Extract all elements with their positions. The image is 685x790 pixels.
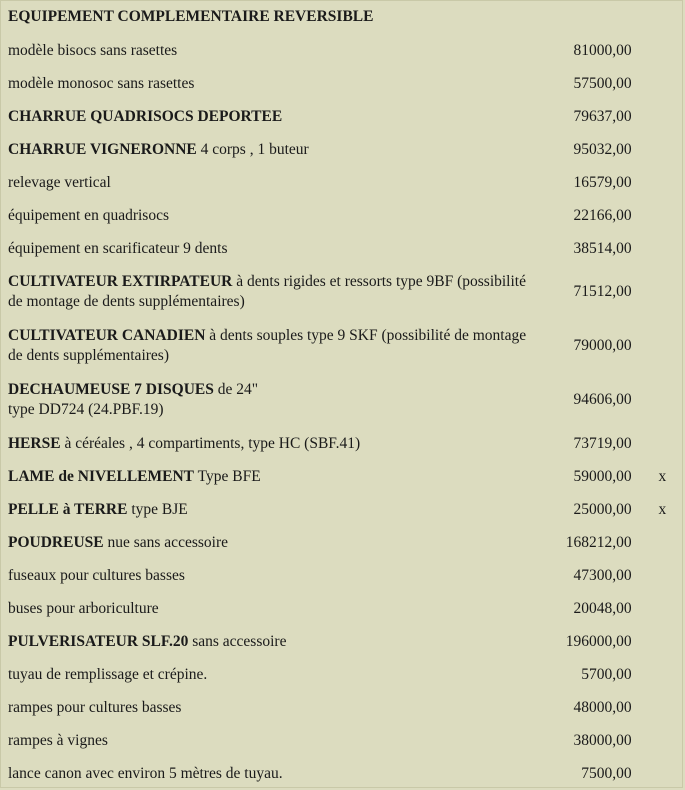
table-row (0, 493, 685, 526)
table-row (0, 100, 685, 133)
item-name: PELLE à TERRE (8, 500, 128, 518)
table-row (0, 133, 685, 166)
item-price: 168212,00 (565, 533, 632, 551)
item-detail: à céréales , 4 compartiments, type HC (SBF.41) (60, 434, 361, 452)
item-description (0, 427, 536, 460)
item-detail: fuseaux pour cultures basses (8, 566, 185, 584)
item-description (0, 34, 536, 67)
table-row (0, 67, 685, 100)
table-row (0, 427, 685, 460)
item-detail: lance canon avec environ 5 mètres de tuyau. (8, 764, 283, 782)
item-price: 25000,00 (573, 500, 632, 518)
item-description (0, 0, 536, 34)
table-row (0, 0, 685, 34)
item-description (0, 265, 536, 319)
item-mark (632, 757, 685, 790)
item-mark (632, 592, 685, 625)
item-price: 196000,00 (565, 632, 632, 650)
item-price (536, 0, 631, 34)
item-mark (632, 34, 685, 67)
table-row (0, 319, 685, 373)
item-name: CULTIVATEUR EXTIRPATEUR (8, 273, 233, 290)
item-price: 22166,00 (573, 206, 632, 224)
item-price: 59000,00 (573, 467, 632, 485)
table-row (0, 232, 685, 265)
item-description (0, 100, 536, 133)
item-detail: 4 corps , 1 buteur (196, 140, 309, 158)
item-description (0, 691, 536, 724)
item-price: 95032,00 (573, 140, 632, 158)
item-mark (632, 319, 685, 373)
item-detail: buses pour arboriculture (8, 599, 159, 617)
item-detail: Type BFE (194, 467, 261, 485)
item-price: 20048,00 (573, 599, 632, 617)
item-description (0, 526, 536, 559)
item-detail: équipement en scarificateur 9 dents (8, 239, 228, 257)
item-price: 47300,00 (573, 566, 632, 584)
table-row (0, 559, 685, 592)
item-name: EQUIPEMENT COMPLEMENTAIRE REVERSIBLE (8, 8, 374, 25)
item-mark (632, 658, 685, 691)
item-detail: sans accessoire (188, 632, 287, 650)
item-name: HERSE (8, 434, 61, 452)
item-name: LAME de NIVELLEMENT (8, 467, 195, 485)
item-price: 5700,00 (581, 665, 632, 683)
item-name: CULTIVATEUR CANADIEN (8, 327, 206, 344)
item-mark: x (658, 500, 667, 518)
item-description (0, 460, 536, 493)
item-price: 57500,00 (573, 74, 632, 92)
item-description (0, 67, 536, 100)
item-description (0, 493, 536, 526)
item-detail: à dents rigides et ressorts type 9BF (possibilité de montage de dents supplémentaires) (8, 273, 526, 310)
item-mark (632, 373, 685, 427)
item-description (0, 724, 536, 757)
item-price: 7500,00 (581, 764, 632, 782)
table-row (0, 265, 685, 319)
item-description (0, 625, 536, 658)
item-price: 79637,00 (573, 107, 632, 125)
item-description (0, 133, 536, 166)
table-row (0, 757, 685, 790)
item-detail: relevage vertical (8, 173, 111, 191)
table-row (0, 34, 685, 67)
item-description (0, 559, 536, 592)
item-name: POUDREUSE (8, 533, 104, 551)
item-price: 71512,00 (573, 283, 632, 300)
item-mark (632, 100, 685, 133)
item-mark (632, 232, 685, 265)
item-description (0, 592, 536, 625)
table-row (0, 526, 685, 559)
table-row (0, 625, 685, 658)
item-detail: de 24" (213, 381, 259, 398)
item-mark (632, 691, 685, 724)
item-price: 79000,00 (573, 337, 632, 354)
item-description (0, 658, 536, 691)
item-mark (632, 166, 685, 199)
table-row (0, 373, 685, 427)
item-detail: modèle bisocs sans rasettes (8, 41, 178, 59)
table-row (0, 460, 685, 493)
item-description (0, 373, 536, 427)
item-price: 94606,00 (573, 391, 632, 408)
table-row (0, 691, 685, 724)
item-mark (632, 625, 685, 658)
item-name: PULVERISATEUR SLF.20 (8, 632, 189, 650)
item-price: 38514,00 (573, 239, 632, 257)
item-price: 48000,00 (573, 698, 632, 716)
item-mark (632, 67, 685, 100)
item-detail: à dents souples type 9 SKF (possibilité de montage de dents supplémentaires) (8, 327, 527, 364)
item-mark (632, 724, 685, 757)
item-description (0, 757, 536, 790)
item-detail: tuyau de remplissage et crépine. (8, 665, 208, 683)
item-description (0, 199, 536, 232)
item-mark (632, 427, 685, 460)
item-detail: rampes à vignes (8, 731, 108, 749)
item-mark (632, 526, 685, 559)
item-name: DECHAUMEUSE 7 DISQUES (8, 381, 214, 398)
item-price: 73719,00 (573, 434, 632, 452)
item-price: 16579,00 (573, 173, 632, 191)
item-mark (632, 0, 685, 34)
item-detail-line2: type DD724 (24.PBF.19) (8, 401, 164, 418)
item-detail: type BJE (127, 500, 188, 518)
table-row (0, 658, 685, 691)
table-row (0, 592, 685, 625)
item-description (0, 166, 536, 199)
item-detail: nue sans accessoire (103, 533, 228, 551)
table-row (0, 199, 685, 232)
item-description (0, 232, 536, 265)
item-name: CHARRUE VIGNERONNE (8, 140, 197, 158)
item-price: 38000,00 (573, 731, 632, 749)
item-mark (632, 199, 685, 232)
item-detail: rampes pour cultures basses (8, 698, 182, 716)
item-mark (632, 265, 685, 319)
item-price: 81000,00 (573, 41, 632, 59)
item-description (0, 319, 536, 373)
item-detail: modèle monosoc sans rasettes (8, 74, 195, 92)
item-mark (632, 559, 685, 592)
table-row (0, 724, 685, 757)
table-row (0, 166, 685, 199)
item-mark: x (658, 467, 667, 485)
item-name: CHARRUE QUADRISOCS DEPORTEE (8, 107, 283, 125)
item-mark (632, 133, 685, 166)
item-detail: équipement en quadrisocs (8, 206, 169, 224)
